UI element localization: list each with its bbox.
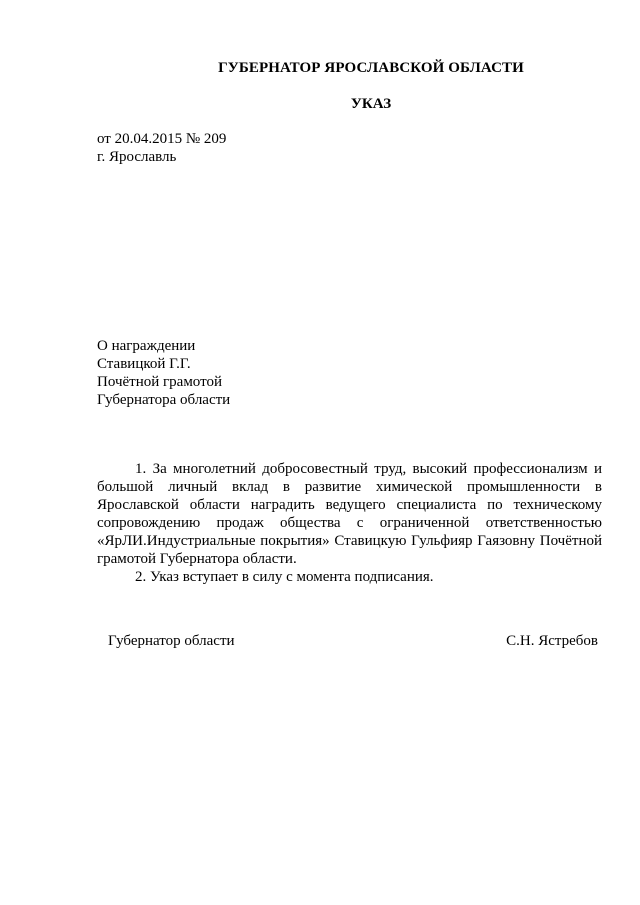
body-paragraph: 1. За многолетний добросовестный труд, высокий профессионализм и большой личный вклад в развитие химической промышленности в Ярославской области наградить ведущего специалиста по техническому сопровождению продаж общества с ограниченной ответственностью «ЯрЛИ.Индустриальные покрытия» Ставицкую Гульфияр Гаязовну Почётной грамотой Губернатора области. (97, 461, 602, 567)
subject-line: О награждении (97, 338, 196, 354)
document-subject (97, 337, 230, 409)
date-number: от 20.04.2015 № 209 (97, 131, 227, 147)
subject-line: Почётной грамотой (97, 374, 222, 390)
subject-line: Губернатора области (97, 392, 231, 408)
subject-line: Ставицкой Г.Г. (97, 356, 191, 372)
issuing-authority: ГУБЕРНАТОР ЯРОСЛАВСКОЙ ОБЛАСТИ (218, 60, 524, 76)
signatory-name: С.Н. Ястребов (506, 633, 598, 649)
document-body (97, 460, 602, 586)
document-meta (97, 130, 226, 166)
place: г. Ярославль (97, 149, 177, 165)
document-type: УКАЗ (350, 96, 392, 112)
body-paragraph: 2. Указ вступает в силу с момента подписания. (135, 569, 434, 585)
signatory-position: Губернатор области (108, 633, 235, 649)
